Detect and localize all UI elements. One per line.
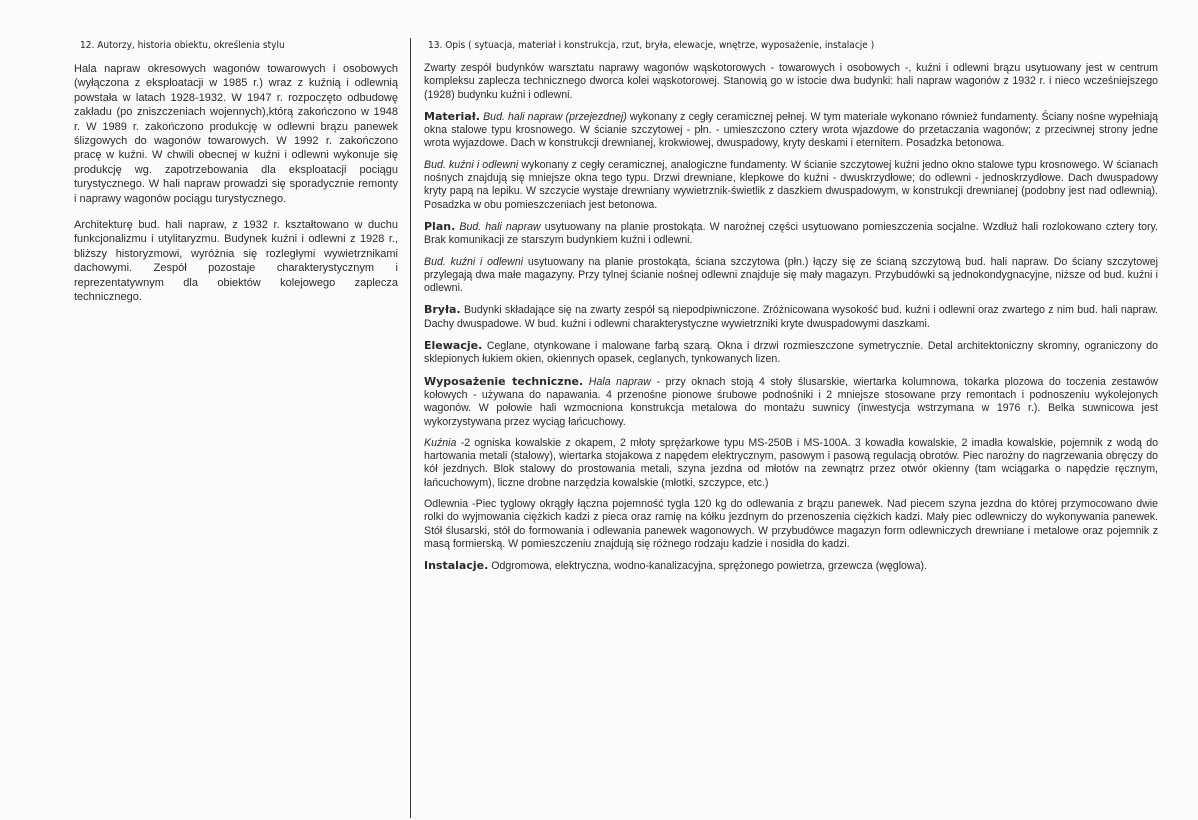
kuznia-paragraph — [424, 437, 1158, 490]
plan-forge-paragraph — [424, 256, 1158, 296]
material-paragraph — [424, 110, 1158, 151]
section-13-column — [424, 40, 1158, 582]
instalacje-paragraph — [424, 559, 1158, 573]
wyposazenie-paragraph — [424, 375, 1158, 429]
section-12-column — [74, 40, 398, 317]
section-13-heading: 13. Opis ( sytuacja, materiał i konstrukcja, rzut, bryła, elewacje, wnętrze, wyposażenie, instalacje ) — [428, 40, 875, 51]
kuznia-subject: Kuźnia — [424, 436, 457, 449]
intro-paragraph: Zwarty zespół budynków warsztatu naprawy wagonów wąskotorowych - towarowych i osobowych -, kuźni i odlewni brązu usytuowany jest w centrum kompleksu zaplecza technicznego dworca kolei wąskotorowej. Stanowią go w istocie dwa budynki: hali napraw wagonów z 1932 r. i nieco wcześniejszego (1928) budynku kuźni i odlewni. — [424, 62, 1158, 101]
odlewnia-paragraph: Odlewnia -Piec tyglowy okrągły łączna pojemność tygla 120 kg do odlewania z brązu panewek. Nad piecem szyna jezdna do której przymocowano dwie rolki do wyjmowania ciężkich kadzi z pieca oraz ramię na kółku jezdnym do przenoszenia ciężkich kadzi. Mały piec odlewniczy do wykonywania panewek. Stół ślusarski, stół do formowania i odlewania panewek wagonowych. W przybudówce magazyn form odlewniczych drewniane i metalowe oraz pojemnik z masą formierską. W pomieszczeniu znajdują się różnego rodzaju kadzie i nosidła do kadzi. — [424, 498, 1158, 550]
kuznia-text: -2 ogniska kowalskie z okapem, 2 młoty sprężarkowe typu MS-250B i MS-100A. 3 kowadła kowalskie, 2 imadła kowalskie, pojemnik z wodą do hartowania metali (stalowy), wiertarka stojakowa z napędem elektrycznym, pasowym i pasową regulacją obrotów. Piec narożny do nagrzewania obręczy do kół jezdnych. Blok stalowy do prostowania metali, szyna jezdna od młotów na zewnątrz przez otwór okienny (tam wciągarka o napędzie ręcznym, łańcuchowym), liczne drobne narzędzia kowalskie (młotki, szczypce, etc.) — [424, 436, 1158, 489]
material-hall-text: wykonany z cegły ceramicznej pełnej. W tym materiale wykonano również fundamenty. Ściany nośne wypełniają okna stalowe typu krosnowego. W ścianie szczytowej - płn. - umieszczono cztery wrota wjazdowe do przetaczania wagonów; z przeciwnej strony jedne wrota wyjazdowe. Dach w konstrukcji drewnianej, krokwiowej, dwuspadowy, kryty deskami i eternitem. Posadzka betonowa. — [424, 110, 1159, 150]
column-divider — [410, 38, 411, 818]
section-12-heading: 12. Autorzy, historia obiektu, określenia stylu — [80, 40, 285, 51]
architecture-paragraph: Architekturę bud. hali napraw, z 1932 r. kształtowano w duchu funkcjonalizmu i utylitaryzmu. Budynek kuźni i odlewni z 1928 r., bliższy historyzmowi, wyróżnia się rozległymi wywietrznikami dachowymi. Zespół pozostaje charakterystycznym i reprezentatywnym dla obiektów kolejowego zaplecza technicznego. — [74, 219, 398, 304]
elewacje-text: Ceglane, otynkowane i malowane farbą szarą. Okna i drzwi rozmieszczone symetrycznie. Detal architektoniczny skromny, ograniczony do sklepionych łukiem okien, okiennych opasek, ceglanych, tynkowanych lizen. — [424, 340, 1158, 366]
material-forge-paragraph — [424, 159, 1158, 212]
bryla-paragraph — [424, 303, 1158, 331]
bryla-text: Budynki składające się na zwarty zespół są niepodpiwniczone. Zróżnicowana wysokość bud. kuźni i odlewni oraz zwartego z nim bud. hali napraw. Dachy dwuspadowe. W bud. kuźni i odlewni charakterystyczne wywietrzniki kryte dwuspadowymi daszkami. — [424, 304, 1158, 330]
material-hall-subject: Bud. hali napraw (przejezdnej) — [483, 110, 627, 123]
instalacje-label: Instalacje. — [424, 559, 489, 573]
wyposazenie-label: Wyposażenie techniczne. — [424, 374, 584, 388]
elewacje-label: Elewacje. — [424, 339, 483, 353]
instalacje-text: Odgromowa, elektryczna, wodno-kanalizacyjna, sprężonego powietrza, grzewcza (węglowa). — [488, 560, 927, 573]
wyposazenie-hall-text: - przy oknach stoją 4 stoły ślusarskie, wiertarka kolumnowa, tokarka plozowa do toczenia zestawów kołowych - używana do napawania. 4 przenośne pionowe śrubowe podnośniki i 2 mniejsze stosowane przy remontach i podnoszeniu wykolejonych wagonów. W połowie hali wzmocniona konstrukcja metalowa do montażu suwnicy (inwestycja wstrzymana w 1976 r.). Belka suwnicowa jest wykorzystywana przez wyciąg łańcuchowy. — [424, 375, 1158, 428]
plan-hall-subject: Bud. hali napraw — [459, 220, 541, 233]
material-forge-subject: Bud. kuźni i odlewni — [424, 158, 519, 171]
plan-forge-text: usytuowany na planie prostokąta, ściana szczytowa (płn.) łączy się ze ścianą szczytową bud. hali napraw. Do ściany szczytowej przylegają dwa małe magazyny. Przy tylnej ścianie nośnej odlewni znajduje się mały magazyn. Przybudówki są jednokondygnacyjne, niższe od bud. kuźni i odlewni. — [424, 255, 1158, 295]
bryla-label: Bryła. — [424, 303, 461, 317]
material-forge-text: wykonany z cegły ceramicznej, analogiczne fundamenty. W ścianie szczytowej kuźni jedno okno stalowe typu krosnowego. W ścianach nośnych znajdują się mniejsze okna tego typu. Drzwi drewniane, klepkowe do kuźni - dwuskrzydłowe; do odlewni - jednoskrzydłowe. Dach dwuspadowy kryty papą na lepiku. W szczycie wystaje drewniany wywietrznik-świetlik z daszkiem dwuspadowym, w konstrukcji drewnianej (podobny jest nad odlewnią). Posadzka w obu pomieszczeniach jest betonowa. — [424, 158, 1158, 211]
wyposazenie-hall-subject: Hala napraw — [588, 375, 651, 388]
plan-hall-text: usytuowany na planie prostokąta. W narożnej części usytuowano pomieszczenia socjalne. Wzdłuż hali rozlokowano cztery tory. Brak komunikacji ze starszym budynkiem kuźni i odlewni. — [424, 220, 1158, 247]
history-paragraph: Hala napraw okresowych wagonów towarowych i osobowych (wyłączona z eksploatacji w 1985 r.) wraz z kuźnią i odlewnią powstała w latach 1928-1932. W 1947 r. rozpoczęto odbudowę zakładu (po zniszczeniach wojennych),którą zakończono w 1948 r. W 1989 r. zakończono produkcję w odlewni brązu panewek ślizgowych do wagonów towarowych. W 1992 r. zakończono pracę w kuźni. W chwili obecnej w kuźni i odlewni wykonuje się produkcję wg. zapotrzebowania dla eksploatacji pociągu turystycznego. W hali napraw prowadzi się sporadycznie remonty i naprawy wagonów pociągu turystycznego. — [74, 63, 398, 205]
material-label: Materiał. — [424, 109, 480, 123]
plan-label: Plan. — [424, 219, 456, 233]
elewacje-paragraph — [424, 339, 1158, 367]
plan-paragraph — [424, 220, 1158, 248]
plan-forge-subject: Bud. kuźni i odlewni — [424, 255, 524, 268]
